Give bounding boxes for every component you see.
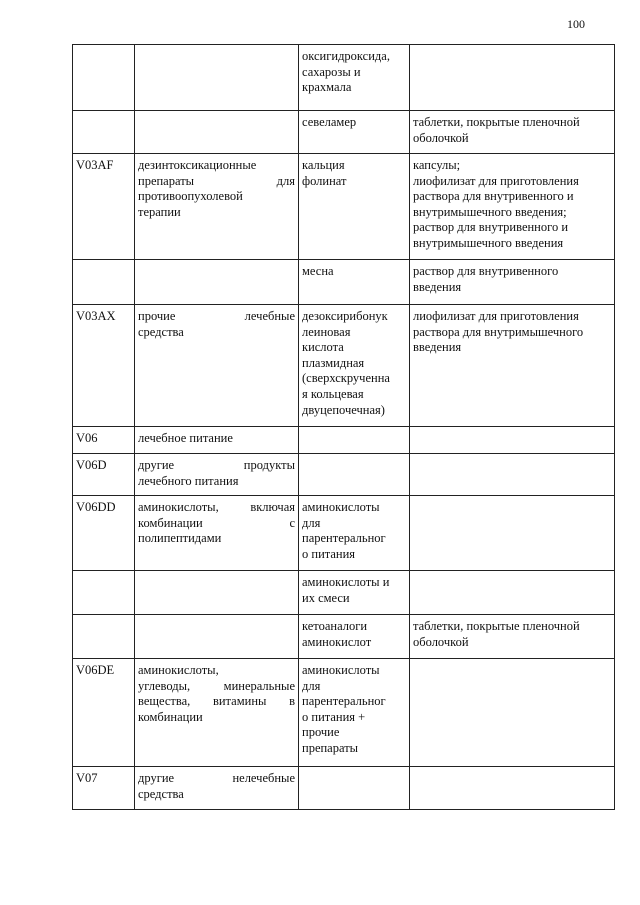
group-name-cell [135,767,299,810]
substance-line: аминокислоты [302,663,380,677]
dosage-forms-cell [410,615,615,659]
substance-line: дезоксирибонук [302,309,388,323]
dosage-form-line: введения [413,340,462,355]
substance-line: аминокислот [302,634,372,649]
dosage-form-line: лиофилизат для приготовления [413,173,579,188]
dosage-forms-cell [410,260,615,305]
dosage-form-line: раствора для внутривенного и [413,189,574,204]
dosage-form-line: введения [413,279,462,294]
substance-line: парентеральног [302,694,386,709]
dosage-form-line: оболочкой [413,634,469,649]
substance-line: кислота [302,340,344,355]
substance-line: о питания [302,546,356,561]
dosage-forms-cell [410,111,615,154]
group-line: лечебное питание [138,431,233,445]
group-line: аминокислоты, [138,663,219,677]
dosage-forms-cell [410,454,615,496]
atc-code-cell: V06D [73,454,135,496]
table-row [73,496,615,571]
substance-line: двуцепочечная) [302,402,385,417]
dosage-forms-cell [410,571,615,615]
table-row [73,260,615,305]
substance-line: кетоаналоги [302,619,368,633]
substance-line: плазмидная [302,355,365,370]
substance-cell [299,45,410,111]
group-line: лечебного питания [138,473,239,488]
substance-cell [299,427,410,454]
table-row [73,305,615,427]
table-row [73,111,615,154]
dosage-form-line: лиофилизат для приготовления [413,309,579,323]
group-line: комбинации [138,709,203,724]
group-line: комбинации с [138,515,295,530]
group-line: прочие лечебные [138,309,295,323]
group-line: вещества, витамины в [138,694,295,709]
substance-line: для [302,515,321,530]
table-row [73,454,615,496]
group-line: терапии [138,204,181,219]
dosage-form-line: раствор для внутривенного [413,264,559,278]
group-name-cell [135,659,299,767]
dosage-forms-cell [410,45,615,111]
group-line: углеводы, минеральные [138,678,295,693]
substance-line: их смеси [302,590,350,605]
group-name-cell [135,615,299,659]
group-name-cell [135,427,299,454]
group-line: средства [138,324,184,339]
substance-line: леиновая [302,324,351,339]
group-name-cell [135,496,299,571]
substance-line: для [302,678,321,693]
atc-code-cell [73,111,135,154]
substance-line: я кольцевая [302,386,364,401]
substance-line: о питания + [302,709,366,724]
group-name-cell [135,111,299,154]
substance-line: сахарозы и [302,64,361,79]
group-name-cell [135,260,299,305]
group-line: дезинтоксикационные [138,158,257,172]
atc-code-cell: V03AX [73,305,135,427]
group-name-cell [135,154,299,260]
table-row [73,427,615,454]
group-name-cell [135,571,299,615]
atc-code-cell: V06DD [73,496,135,571]
table-row [73,45,615,111]
substance-cell [299,305,410,427]
dosage-form-line: внутримышечного введения; [413,204,567,219]
atc-code-cell [73,571,135,615]
dosage-form-line: внутримышечного введения [413,235,564,250]
atc-code-cell: V06 [73,427,135,454]
dosage-forms-cell [410,427,615,454]
atc-code-cell [73,260,135,305]
dosage-form-line: капсулы; [413,158,461,172]
group-line: препараты для [138,173,295,188]
dosage-forms-cell [410,154,615,260]
dosage-form-line: таблетки, покрытые пленочной [413,619,580,633]
substance-line: аминокислоты и [302,575,390,589]
dosage-form-line: таблетки, покрытые пленочной [413,115,580,129]
dosage-form-line: оболочкой [413,130,469,145]
table-row [73,659,615,767]
atc-code-cell [73,45,135,111]
dosage-forms-cell [410,659,615,767]
atc-code-cell [73,615,135,659]
table-row [73,154,615,260]
table-row [73,615,615,659]
page-number: 100 [567,17,585,31]
substance-cell [299,615,410,659]
group-name-cell [135,305,299,427]
substance-line: препараты [302,740,359,755]
group-name-cell [135,454,299,496]
group-line: полипептидами [138,531,222,546]
substance-line: аминокислоты [302,500,380,514]
group-line: противоопухолевой [138,189,243,204]
atc-code-cell: V07 [73,767,135,810]
dosage-forms-cell [410,767,615,810]
dosage-form-line: раствор для внутривенного и [413,220,569,235]
substance-line: крахмала [302,80,352,95]
group-line: другие нелечебные [138,771,295,785]
dosage-forms-cell [410,305,615,427]
substance-cell [299,454,410,496]
group-line: другие продукты [138,458,295,472]
substance-line: (сверхскрученна [302,371,390,386]
atc-code-cell: V06DE [73,659,135,767]
group-name-cell [135,45,299,111]
substance-line: месна [302,264,334,278]
substance-cell [299,659,410,767]
substance-cell [299,496,410,571]
substance-line: кальция [302,158,345,172]
substance-line: севеламер [302,115,357,129]
substance-line: парентеральног [302,531,386,546]
dosage-forms-cell [410,496,615,571]
drug-classification-table [72,44,615,810]
table-row [73,571,615,615]
substance-cell [299,767,410,810]
dosage-form-line: раствора для внутримышечного [413,324,584,339]
table-row [73,767,615,810]
substance-cell [299,154,410,260]
substance-cell [299,111,410,154]
substance-line: фолинат [302,173,347,188]
group-line: аминокислоты, включая [138,500,295,514]
substance-line: оксигидроксида, [302,49,390,63]
group-line: средства [138,786,184,801]
substance-cell [299,260,410,305]
substance-line: прочие [302,725,340,740]
substance-cell [299,571,410,615]
atc-code-cell: V03AF [73,154,135,260]
